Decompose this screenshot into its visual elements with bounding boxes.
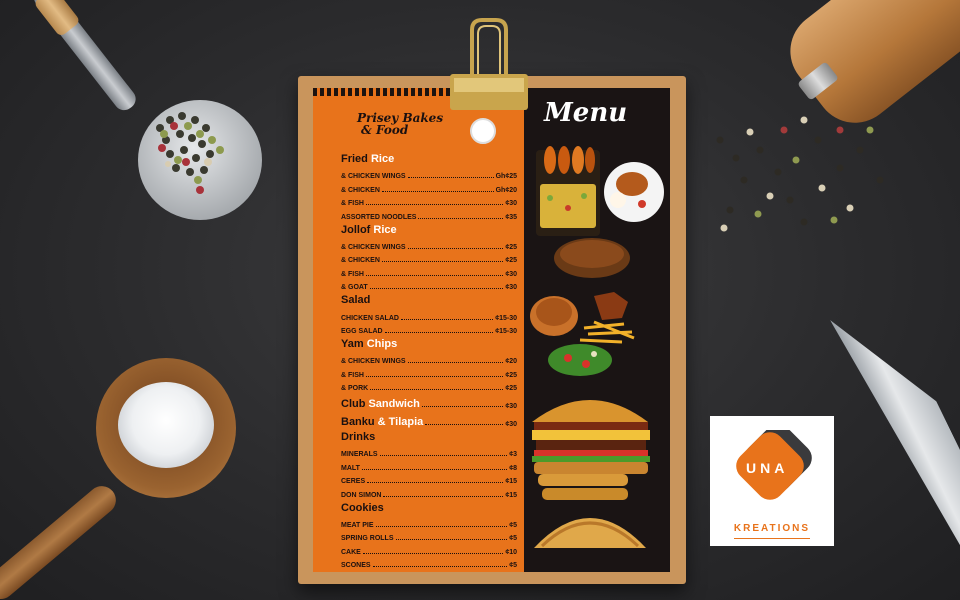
menu-item xyxy=(341,445,517,458)
dot-leader xyxy=(396,539,508,540)
section-heading xyxy=(341,153,517,167)
menu-item-price: ¢30 xyxy=(505,200,517,208)
section-heading-word-2: Chips xyxy=(366,337,398,350)
menu-item-name: EGG SALAD xyxy=(341,327,383,335)
dot-leader xyxy=(408,362,504,363)
section-heading xyxy=(341,224,517,238)
menu-item xyxy=(341,180,517,193)
menu-item xyxy=(341,278,517,291)
menu-item-price: ¢30 xyxy=(505,270,517,278)
section-heading xyxy=(341,502,517,516)
menu-item xyxy=(341,458,517,471)
menu-item xyxy=(341,322,517,335)
dot-leader xyxy=(418,218,503,219)
dot-leader xyxy=(422,406,504,407)
jollof-bowl-photo xyxy=(554,238,630,278)
menu-item-price: ¢15-30 xyxy=(495,327,517,335)
brand-name xyxy=(357,112,443,136)
dot-leader xyxy=(370,288,504,289)
section-heading-word-2: Rice xyxy=(373,223,397,236)
dot-leader xyxy=(408,177,494,178)
brand-line-2: & Food xyxy=(361,123,409,137)
menu-item xyxy=(341,308,517,321)
dot-leader xyxy=(363,553,503,554)
logo-card xyxy=(710,416,834,546)
menu-item-name: MEAT PIE xyxy=(341,522,374,530)
menu-item-price: Gh¢25 xyxy=(495,173,517,181)
spring-rolls-photo xyxy=(538,474,628,500)
dot-leader xyxy=(401,319,493,320)
menu-item-price: Gh¢20 xyxy=(495,186,517,194)
wooden-spoon-handle xyxy=(0,480,122,600)
menu-item-price: ¢5 xyxy=(509,522,517,530)
section-heading-word-1: Cookies xyxy=(341,501,384,514)
menu-item-name: & CHICKEN xyxy=(341,257,380,265)
menu-item-name: & CHICKEN WINGS xyxy=(341,358,406,366)
menu-item-price: ¢15 xyxy=(505,478,517,486)
logo-text: UNA xyxy=(746,460,789,476)
menu-item xyxy=(341,542,517,555)
dot-leader xyxy=(366,204,503,205)
menu-item-name: & PORK xyxy=(341,385,369,393)
menu-item xyxy=(341,264,517,277)
menu-panel-right xyxy=(524,88,670,572)
menu-panel-left xyxy=(313,88,524,572)
menu-item xyxy=(341,529,517,542)
dot-leader xyxy=(366,275,503,276)
dot-leader xyxy=(370,389,503,390)
menu-item xyxy=(341,167,517,180)
menu-item-name: & CHICKEN WINGS xyxy=(341,173,406,181)
menu-item xyxy=(341,365,517,378)
menu-item-name: CERES xyxy=(341,478,366,486)
section-heading-word-1: Salad xyxy=(341,294,371,307)
chicken-chips-photo xyxy=(530,292,634,376)
menu-item-name: MALT xyxy=(341,464,360,472)
menu-item-name: MINERALS xyxy=(341,451,378,459)
dot-leader xyxy=(380,455,508,456)
menu-item-name: & GOAT xyxy=(341,284,368,292)
menu-item xyxy=(341,194,517,207)
burger-photo xyxy=(532,400,650,474)
menu-item xyxy=(341,238,517,251)
menu-item-price: ¢8 xyxy=(509,464,517,472)
fried-rice-photo xyxy=(536,146,600,236)
menu-item-price: ¢25 xyxy=(505,371,517,379)
menu-item-name: CAKE xyxy=(341,548,361,556)
dot-leader xyxy=(382,261,503,262)
menu-item-name: DON SIMON xyxy=(341,491,382,499)
dot-leader xyxy=(383,496,503,497)
section-heading-word-1: Jollof xyxy=(341,223,371,236)
dot-leader xyxy=(385,332,494,333)
crest-logo xyxy=(470,118,496,144)
dot-leader xyxy=(382,191,494,192)
section-heading xyxy=(341,294,517,308)
menu-item-name: SCONES xyxy=(341,562,371,570)
logo-underline xyxy=(734,538,810,539)
dot-leader xyxy=(367,482,503,483)
menu-item-price: ¢5 xyxy=(509,535,517,543)
menu-item-price: ¢25 xyxy=(505,243,517,251)
menu-item-name: & CHICKEN WINGS xyxy=(341,243,406,251)
menu-title: Menu xyxy=(544,98,628,128)
binder-clip xyxy=(444,12,534,112)
menu-item-name: ASSORTED NOODLES xyxy=(341,213,417,221)
chicken-plate-photo xyxy=(604,162,664,222)
menu-list xyxy=(341,150,517,569)
menu-item-price: ¢5 xyxy=(509,562,517,570)
dot-leader xyxy=(425,424,503,425)
dot-leader xyxy=(362,469,507,470)
menu-item-price: ¢15 xyxy=(505,491,517,499)
menu-item-name: CHICKEN SALAD xyxy=(341,314,399,322)
menu-item-name: & CHICKEN xyxy=(341,186,380,194)
banku-item xyxy=(341,410,517,428)
food-photos xyxy=(524,88,670,572)
menu-item xyxy=(341,379,517,392)
menu-item-name: & FISH xyxy=(341,270,364,278)
section-heading xyxy=(341,431,517,445)
menu-item-name: SPRING ROLLS xyxy=(341,535,394,543)
brand-line-1: Prisey Bakes xyxy=(357,111,444,125)
meat-pie-photo xyxy=(534,518,646,548)
menu-item xyxy=(341,485,517,498)
menu-item xyxy=(341,251,517,264)
section-heading-word-2: Rice xyxy=(370,153,395,165)
menu-item-price: ¢20 xyxy=(505,358,517,366)
club-heading-word-1: Club xyxy=(341,398,366,411)
dot-leader xyxy=(376,526,508,527)
dot-leader xyxy=(408,248,504,249)
dot-leader xyxy=(373,566,508,567)
section-heading xyxy=(341,338,517,352)
menu-item-price: ¢3 xyxy=(509,451,517,459)
menu-item-price: ¢25 xyxy=(505,257,517,265)
banku-price: ¢30 xyxy=(505,421,517,429)
menu-item xyxy=(341,556,517,569)
menu-item-price: ¢35 xyxy=(505,213,517,221)
menu-item xyxy=(341,207,517,220)
club-price: ¢30 xyxy=(505,403,517,411)
section-heading-word-1: Fried xyxy=(341,153,368,165)
peppercorns xyxy=(140,98,240,208)
logo-subtext: KREATIONS xyxy=(733,523,811,534)
salt-pile xyxy=(118,382,214,468)
club-item xyxy=(341,392,517,410)
menu-item-price: ¢25 xyxy=(505,385,517,393)
menu-item xyxy=(341,516,517,529)
section-heading-word-1: Yam xyxy=(341,337,364,350)
menu-item-name: & FISH xyxy=(341,200,364,208)
menu-item xyxy=(341,472,517,485)
menu-item-price: ¢30 xyxy=(505,284,517,292)
section-heading-word-1: Drinks xyxy=(341,431,376,444)
club-heading-word-2: Sandwich xyxy=(368,398,420,411)
dot-leader xyxy=(366,376,503,377)
menu-item-price: ¢10 xyxy=(505,548,517,556)
menu-item-name: & FISH xyxy=(341,371,364,379)
banku-heading-word-2: & Tilapia xyxy=(377,416,424,429)
menu-item-price: ¢15-30 xyxy=(495,314,517,322)
knife xyxy=(830,294,960,590)
scattered-peppercorns xyxy=(700,110,900,250)
banku-heading-word-1: Banku xyxy=(341,416,375,429)
menu-item xyxy=(341,352,517,365)
